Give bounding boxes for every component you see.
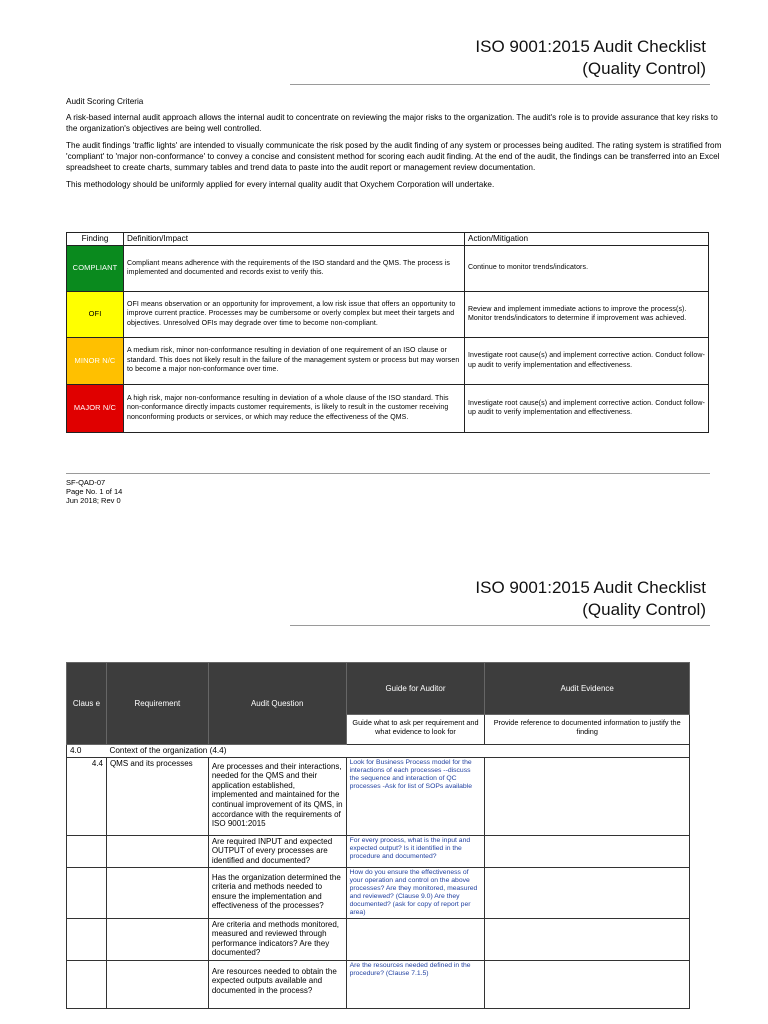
scoring-row-major-nc: [67, 384, 709, 432]
title-divider: [290, 84, 710, 85]
clause-number: [67, 918, 107, 960]
column-header-finding: Finding: [67, 233, 124, 246]
intro-paragraph: The audit findings 'traffic lights' are intended to visually communicate the risk posed by the audit finding of any system or processes being audited. The rating system is stratified from 'compliant' to 'major non-conformance' to convey a concise and consistent method for scoring each audit finding. At the end of the audit, the findings can be transferred into an Excel spreadsheet to create charts, summary tables and trend data to paste into the audit report or management review documentation.: [66, 141, 722, 172]
table-row: [67, 757, 690, 835]
page-footer: [66, 478, 122, 505]
guide-cell: Look for Business Process model for the interactions of each processes --discuss the sequence and interaction of QC processes -Ask for list of SOPs available: [346, 757, 485, 835]
finding-badge-ofi: OFI: [67, 291, 124, 337]
column-header-definition: Definition/Impact: [124, 233, 465, 246]
definition-cell: A high risk, major non-conformance resulting in deviation of a whole clause of the ISO standard. This non-conformance directly impacts customer requirements, is likely to result in the customer receiving nonconforming products or services, or which may reduce the effectiveness of the QMS.: [124, 384, 465, 432]
question-cell: Has the organization determined the criteria and methods needed to ensure the implementation and effectiveness of the processes?: [208, 867, 346, 918]
audit-header-row: [67, 663, 690, 715]
requirement-cell: [106, 918, 208, 960]
finding-badge-major-nc: MAJOR N/C: [67, 384, 124, 432]
requirement-cell: [106, 835, 208, 867]
section-title: Context of the organization (4.4): [106, 745, 689, 758]
table-row: [67, 867, 690, 918]
evidence-cell[interactable]: [485, 918, 690, 960]
clause-number: [67, 835, 107, 867]
action-cell: Investigate root cause(s) and implement corrective action. Conduct follow-up audit to verify implementation and effectiveness.: [465, 384, 709, 432]
table-row: [67, 835, 690, 867]
intro-heading: Audit Scoring Criteria: [66, 97, 144, 106]
finding-badge-compliant: COMPLIANT: [67, 245, 124, 291]
guide-cell: For every process, what is the input and expected output? Is it identified in the procedure and documented?: [346, 835, 485, 867]
scoring-criteria-table: [66, 232, 709, 433]
document-title-line2: (Quality Control): [582, 59, 706, 78]
question-cell: Are required INPUT and expected OUTPUT of every processes are identified and documented?: [208, 835, 346, 867]
definition-cell: OFI means observation or an opportunity for improvement, a low risk issue that offers an opportunity to improve current practice. Processes may be cumbersome or overly complex but meet their targets and objectives. Unresolved OFIs may degrade over time to become non-compliant.: [124, 291, 465, 337]
scoring-row-ofi: [67, 291, 709, 337]
document-title-line2: (Quality Control): [582, 600, 706, 619]
requirement-cell: QMS and its processes: [106, 757, 208, 835]
section-clause: 4.0: [67, 745, 107, 758]
table-row: [67, 960, 690, 1008]
evidence-cell[interactable]: [485, 960, 690, 1008]
action-cell: Continue to monitor trends/indicators.: [465, 245, 709, 291]
evidence-cell[interactable]: [485, 757, 690, 835]
intro-paragraph: This methodology should be uniformly applied for every internal quality audit that Oxychem Corporation will undertake.: [66, 180, 495, 189]
definition-cell: A medium risk, minor non-conformance resulting in deviation of one requirement of an ISO clause or standard. This does not likely result in the failure of the management system or process but may worsen to become a major non-conformance over time.: [124, 337, 465, 384]
audit-checklist-table: [66, 662, 690, 1009]
guide-cell: Are the resources needed defined in the procedure? (Clause 7.1.5): [346, 960, 485, 1008]
column-header-question: Audit Question: [208, 663, 346, 745]
action-cell: Investigate root cause(s) and implement corrective action. Conduct follow-up audit to verify implementation and effectiveness.: [465, 337, 709, 384]
table-row: [67, 918, 690, 960]
intro-section: [66, 96, 726, 196]
evidence-description: Provide reference to documented information to justify the finding: [485, 715, 690, 745]
document-title-page2: [475, 577, 706, 621]
question-cell: Are processes and their interactions, needed for the QMS and their application established, implemented and maintained for the continual improvement of its QMS, in accordance with the requirements of ISO 9001:2015: [208, 757, 346, 835]
scoring-row-compliant: [67, 245, 709, 291]
requirement-cell: [106, 867, 208, 918]
column-header-clause: Claus e: [67, 663, 107, 745]
column-header-action: Action/Mitigation: [465, 233, 709, 246]
section-row: [67, 745, 690, 758]
footer-divider: [66, 473, 710, 474]
title-divider: [290, 625, 710, 626]
evidence-cell[interactable]: [485, 867, 690, 918]
action-cell: Review and implement immediate actions to improve the process(s). Monitor trends/indicators to determine if improvement was achieved.: [465, 291, 709, 337]
finding-badge-minor-nc: MINOR N/C: [67, 337, 124, 384]
question-cell: Are criteria and methods monitored, measured and reviewed through performance indicators? Are they documented?: [208, 918, 346, 960]
definition-cell: Compliant means adherence with the requirements of the ISO standard and the QMS. The process is implemented and documented and records exist to verify this.: [124, 245, 465, 291]
clause-number: [67, 960, 107, 1008]
document-title: [475, 36, 706, 80]
requirement-cell: [106, 960, 208, 1008]
guide-description: Guide what to ask per requirement and what evidence to look for: [346, 715, 485, 745]
clause-number: [67, 867, 107, 918]
intro-paragraph: A risk-based internal audit approach allows the internal audit to concentrate on reviewing the major risks to the organization. The audit's role is to provide assurance that key risks to the organization's objectives are being well controlled.: [66, 113, 718, 133]
column-header-requirement: Requirement: [106, 663, 208, 745]
clause-number: 4.4: [67, 757, 107, 835]
guide-cell: How do you ensure the effectiveness of your operation and control on the above processes? Are they monitored, measured and reviewed? (Clause 9.0) Are they documented? (ask for copy of report per area): [346, 867, 485, 918]
document-title-line1: ISO 9001:2015 Audit Checklist: [475, 37, 706, 56]
form-code: SF-QAD-07: [66, 478, 106, 487]
column-header-evidence: Audit Evidence: [485, 663, 690, 715]
guide-cell: [346, 918, 485, 960]
revision-date: Jun 2018; Rev 0: [66, 496, 121, 505]
document-title-line1: ISO 9001:2015 Audit Checklist: [475, 578, 706, 597]
scoring-header-row: [67, 233, 709, 246]
evidence-cell[interactable]: [485, 835, 690, 867]
column-header-guide: Guide for Auditor: [346, 663, 485, 715]
scoring-row-minor-nc: [67, 337, 709, 384]
page-number: Page No. 1 of 14: [66, 487, 123, 496]
question-cell: Are resources needed to obtain the expected outputs available and documented in the process?: [208, 960, 346, 1008]
